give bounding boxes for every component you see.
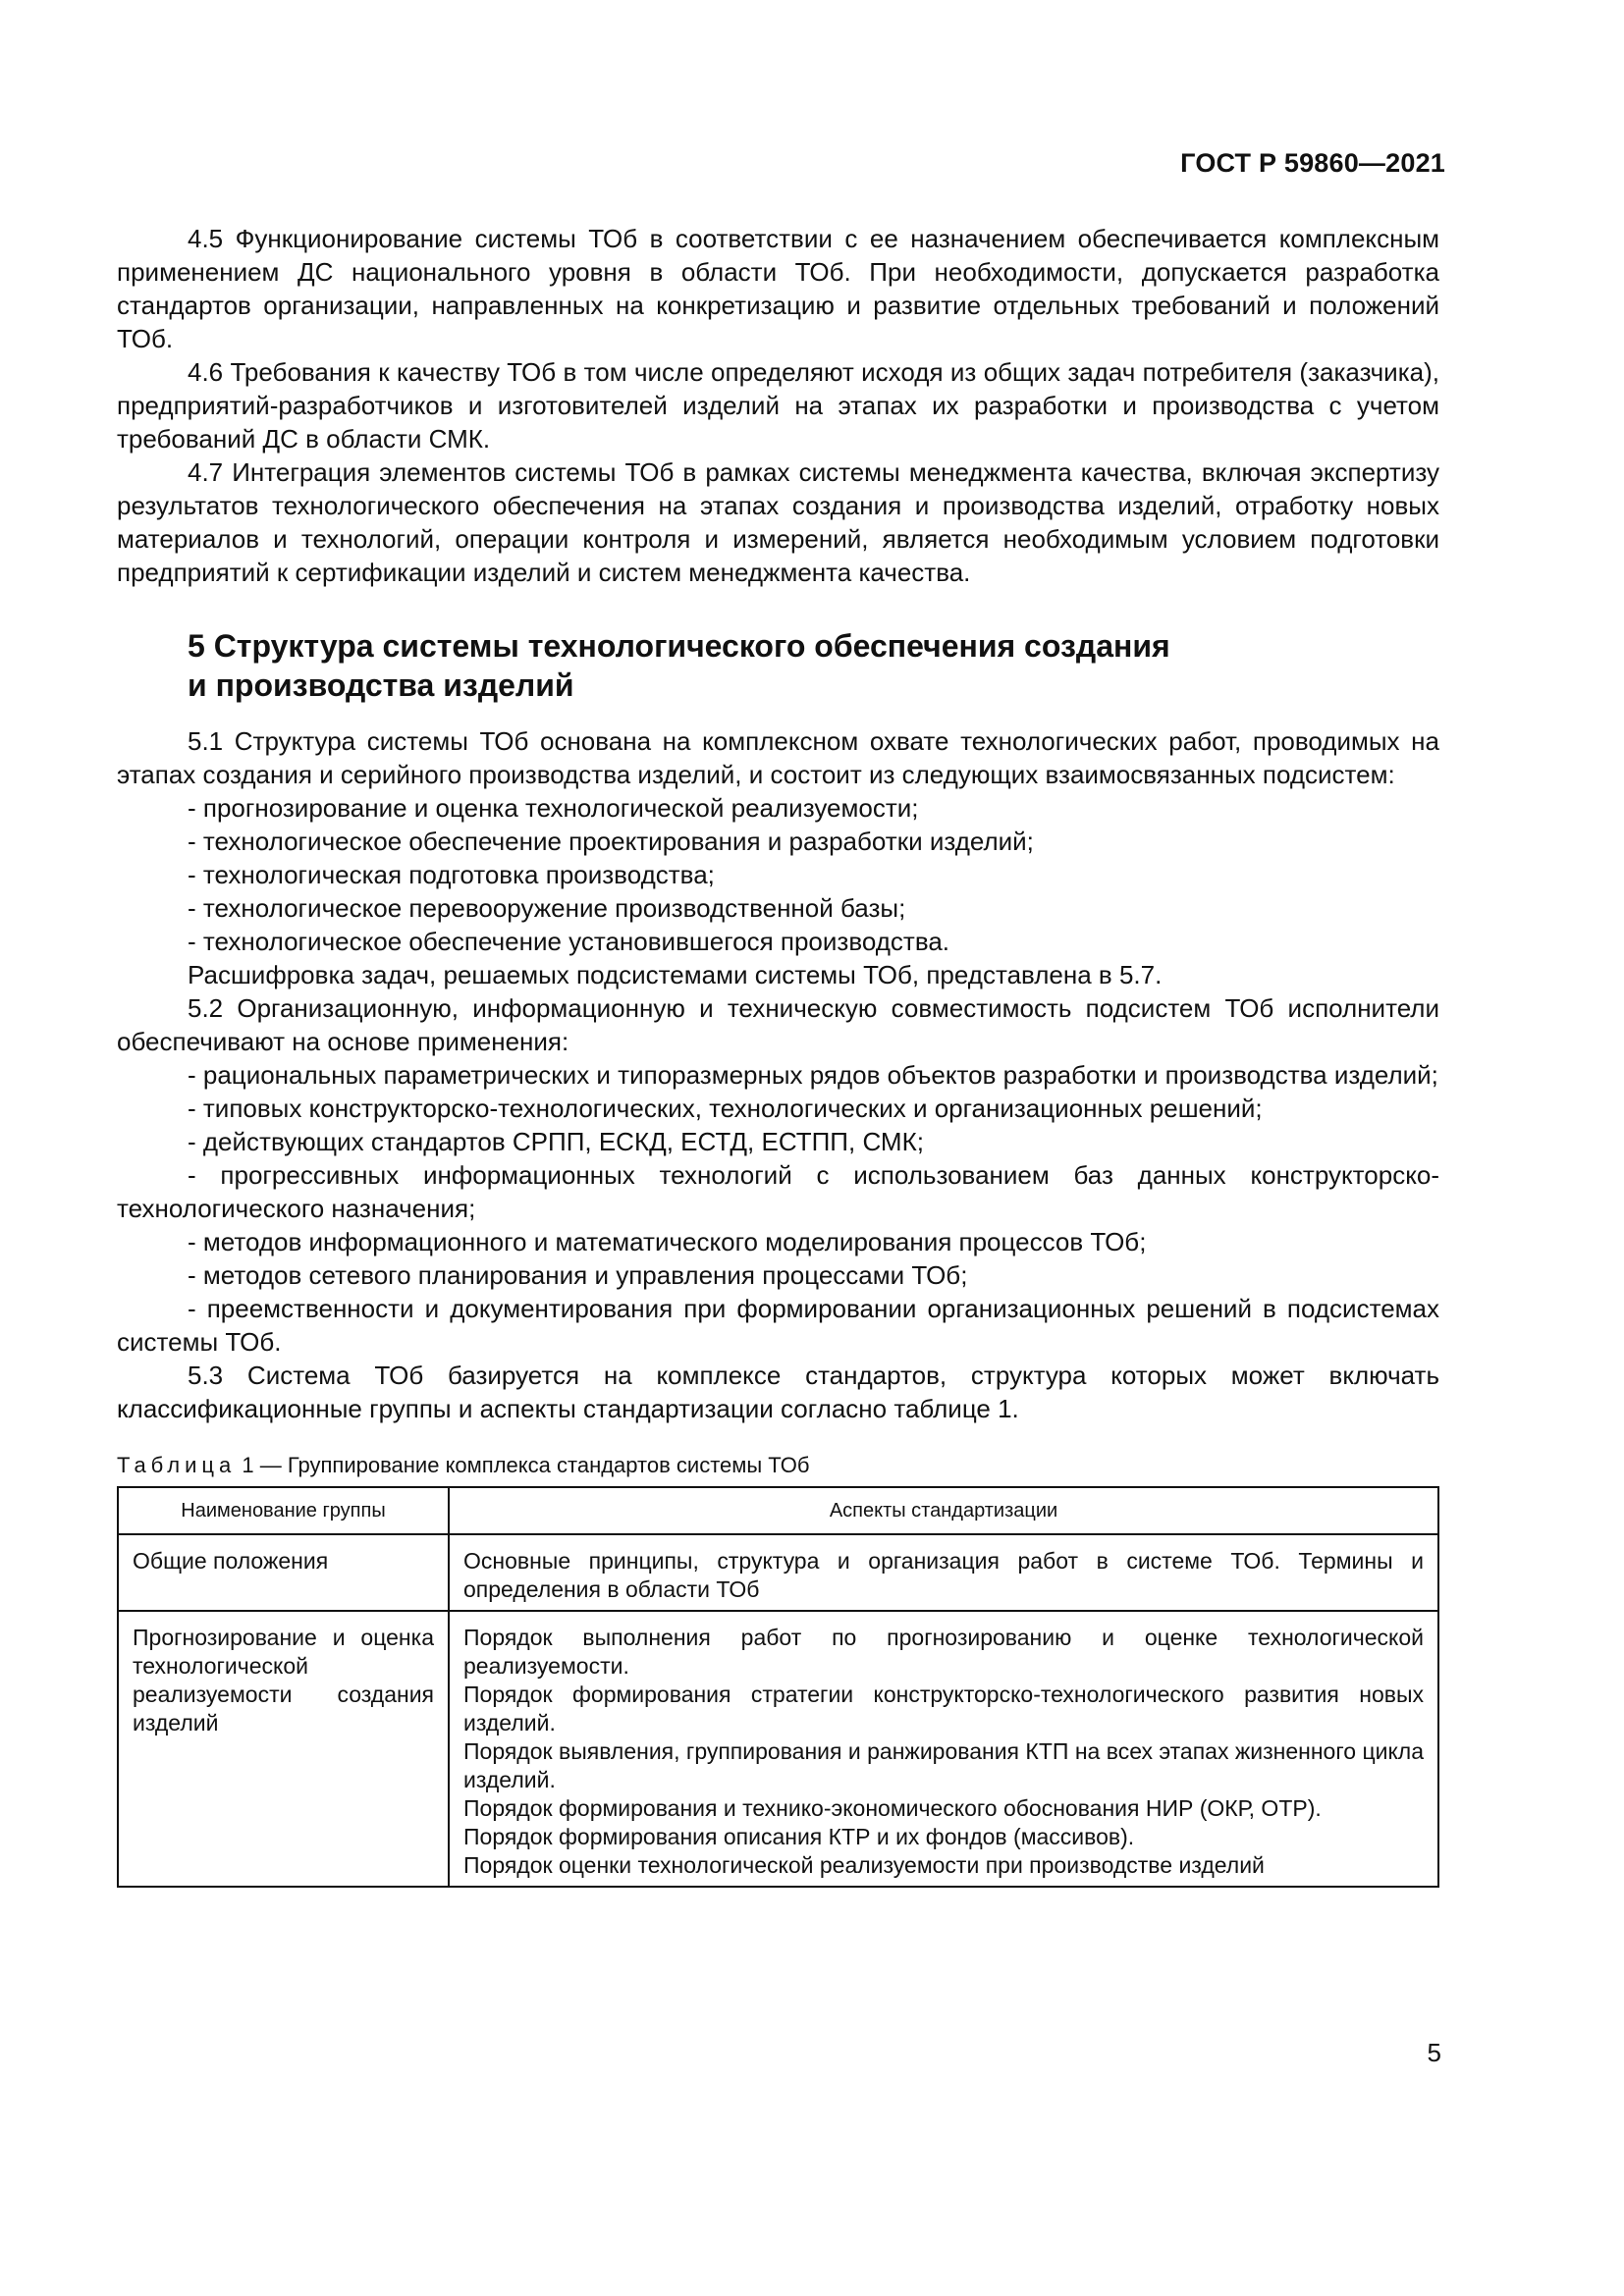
paragraph-5-3: 5.3 Система ТОб базируется на комплексе стандартов, структура которых может включать классификационные группы и аспекты стандартизации согласно таблице 1.: [117, 1361, 1439, 1423]
table-caption-text: 1 — Группирование комплекса стандартов системы ТОб: [242, 1453, 810, 1477]
aspect-line: Порядок выполнения работ по прогнозированию и оценке технологической реализуемости.: [463, 1625, 1424, 1679]
aspect-line: Порядок выявления, группирования и ранжирования КТП на всех этапах жизненного цикла изделий.: [463, 1738, 1424, 1792]
paragraph-5-1-note: Расшифровка задач, решаемых подсистемами системы ТОб, представлена в 5.7.: [188, 960, 1163, 989]
aspect-line: Основные принципы, структура и организация работ в системе ТОб. Термины и определения в области ТОб: [463, 1548, 1424, 1602]
list-item: - методов сетевого планирования и управления процессами ТОб;: [188, 1260, 968, 1290]
list-item: - преемственности и документирования при формировании организационных решений в подсистемах системы ТОб.: [117, 1294, 1439, 1357]
aspects-cell: [449, 1534, 1438, 1611]
table-row: [118, 1611, 1438, 1887]
list-item: - технологическое обеспечение проектирования и разработки изделий;: [188, 827, 1034, 856]
column-header-aspects: Аспекты стандартизации: [449, 1487, 1438, 1534]
list-item: - технологическая подготовка производства;: [188, 860, 715, 889]
standards-table: [117, 1486, 1439, 1888]
document-header: ГОСТ Р 59860—2021: [1180, 148, 1445, 178]
group-cell: Прогнозирование и оценка технологической реализуемости создания изделий: [118, 1611, 449, 1887]
paragraph-4-5: 4.5 Функционирование системы ТОб в соответствии с ее назначением обеспечивается комплексным применением ДС национального уровня в области ТОб. При необходимости, допускается разработка стандартов организации, направленных на конкретизацию и развитие отдельных требований и положений ТОб.: [117, 224, 1439, 353]
paragraph-5-1: 5.1 Структура системы ТОб основана на комплексном охвате технологических работ, проводимых на этапах создания и серийного производства изделий, и состоит из следующих взаимосвязанных подсистем:: [117, 726, 1439, 789]
list-item: - прогнозирование и оценка технологической реализуемости;: [188, 793, 919, 823]
list-item: - прогрессивных информационных технологий с использованием баз данных конструкторско-технологического назначения;: [117, 1160, 1439, 1223]
aspect-line: Порядок формирования стратегии конструкторско-технологического развития новых изделий.: [463, 1682, 1424, 1735]
list-item: - типовых конструкторско-технологических, технологических и организационных решений;: [188, 1094, 1263, 1123]
paragraph-5-2: 5.2 Организационную, информационную и техническую совместимость подсистем ТОб исполнители обеспечивают на основе применения:: [117, 993, 1439, 1056]
aspect-line: Порядок формирования описания КТР и их фондов (массивов).: [463, 1824, 1135, 1849]
section-title-line-1: 5 Структура системы технологического обеспечения создания: [188, 628, 1170, 664]
section-5-heading: [117, 626, 1268, 705]
list-item: - рациональных параметрических и типоразмерных рядов объектов разработки и производства изделий;: [188, 1060, 1438, 1090]
group-cell: Общие положения: [118, 1534, 449, 1611]
table-caption-label: Таблица: [117, 1453, 237, 1477]
table-caption: [117, 1451, 1439, 1480]
paragraph-4-7: 4.7 Интеграция элементов системы ТОб в рамках системы менеджмента качества, включая экспертизу результатов технологического обеспечения на этапах создания и производства изделий, отработку новых материалов и технологий, операции контроля и измерений, является необходимым условием подготовки предприятий к сертификации изделий и систем менеджмента качества.: [117, 457, 1439, 587]
column-header-group: Наименование группы: [118, 1487, 449, 1534]
list-item: - методов информационного и математического моделирования процессов ТОб;: [188, 1227, 1147, 1256]
page-number: 5: [1427, 2038, 1441, 2067]
list-item: - технологическое обеспечение установившегося производства.: [188, 927, 950, 956]
paragraph-4-6: 4.6 Требования к качеству ТОб в том числе определяют исходя из общих задач потребителя (заказчика), предприятий-разработчиков и изготовителей изделий на этапах их разработки и производства с учетом требований ДС в области СМК.: [117, 357, 1439, 454]
aspect-line: Порядок оценки технологической реализуемости при производстве изделий: [463, 1852, 1265, 1878]
page-content: [117, 222, 1439, 1888]
table-row: [118, 1534, 1438, 1611]
list-item: - действующих стандартов СРПП, ЕСКД, ЕСТД, ЕСТПП, СМК;: [188, 1127, 924, 1156]
list-item: - технологическое перевооружение производственной базы;: [188, 893, 906, 923]
section-title-line-2: и производства изделий: [188, 667, 574, 703]
table-header-row: [118, 1487, 1438, 1534]
aspects-cell: [449, 1611, 1438, 1887]
aspect-line: Порядок формирования и технико-экономического обоснования НИР (ОКР, ОТР).: [463, 1795, 1322, 1821]
